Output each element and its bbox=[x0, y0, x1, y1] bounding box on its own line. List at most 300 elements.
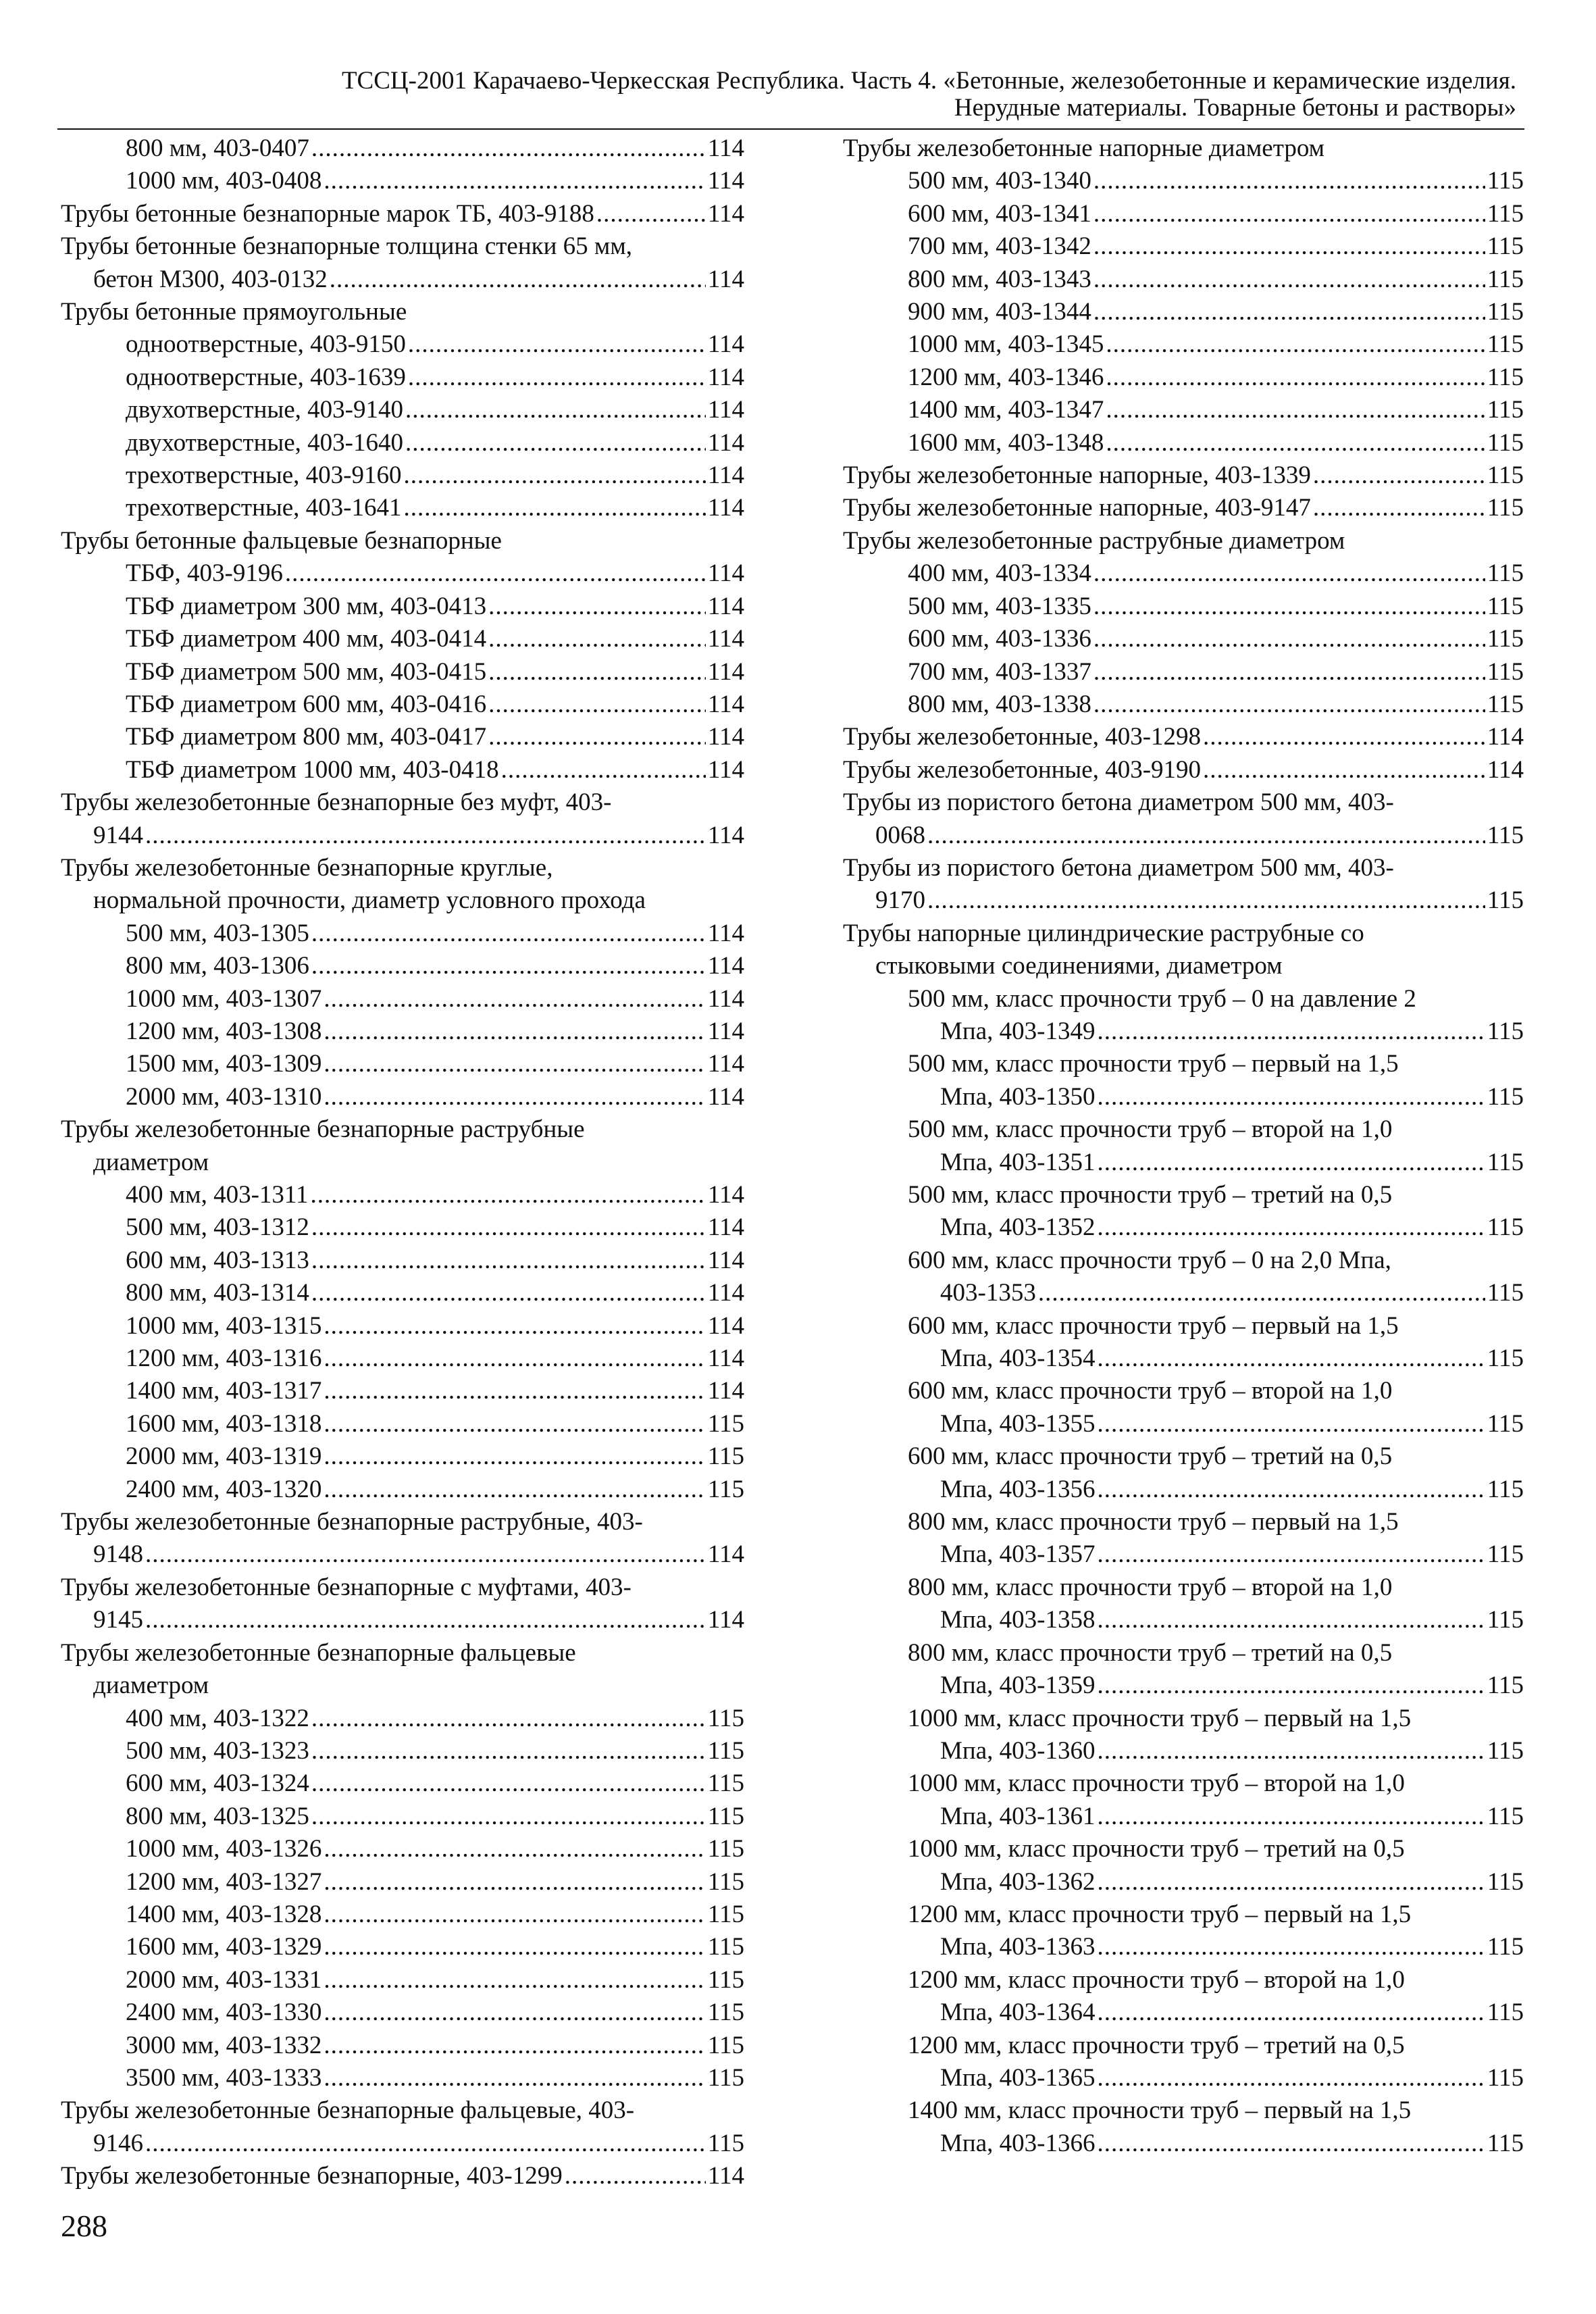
index-entry bbox=[61, 230, 744, 296]
index-entry-line bbox=[61, 2030, 744, 2062]
index-entry-line bbox=[843, 1342, 1524, 1375]
index-entry bbox=[61, 656, 744, 688]
index-entry-line bbox=[61, 1081, 744, 1113]
index-entry bbox=[843, 1898, 1524, 1964]
page-reference: 115 bbox=[1487, 494, 1524, 522]
page-reference: 114 bbox=[707, 428, 744, 457]
index-entry-line bbox=[61, 1179, 744, 1211]
index-entry-line bbox=[843, 656, 1524, 688]
index-entry-line bbox=[61, 165, 744, 197]
entry-text: 400 мм, 403-1322 bbox=[126, 1704, 309, 1732]
index-entry bbox=[61, 427, 744, 459]
dot-leader bbox=[1106, 427, 1485, 459]
entry-text: 1500 мм, 403-1309 bbox=[126, 1050, 322, 1078]
entry-text: Трубы железобетонные безнапорные без муфт, 403- bbox=[61, 788, 612, 817]
index-entry-line bbox=[61, 1996, 744, 2029]
dot-leader bbox=[1097, 2128, 1485, 2160]
entry-text: Трубы напорные цилиндрические раструбные со bbox=[843, 919, 1364, 947]
index-entry bbox=[843, 1113, 1524, 1179]
index-entry-line bbox=[61, 2160, 744, 2192]
page-reference: 115 bbox=[1487, 592, 1524, 620]
entry-text: ТБФ диаметром 800 мм, 403-0417 bbox=[126, 723, 487, 751]
index-entry-line bbox=[843, 263, 1524, 296]
dot-leader bbox=[330, 263, 706, 296]
page-reference: 114 bbox=[1487, 755, 1524, 784]
entry-text: 1400 мм, класс прочности труб – первый на 1,5 bbox=[908, 2096, 1412, 2125]
index-entry-line bbox=[843, 1931, 1524, 1963]
index-entry-line bbox=[61, 1898, 744, 1931]
page-reference: 115 bbox=[1487, 1082, 1524, 1111]
entry-text: Мпа, 403-1366 bbox=[940, 2129, 1096, 2157]
dot-leader bbox=[285, 557, 706, 590]
entry-text: Мпа, 403-1363 bbox=[940, 1933, 1096, 1961]
index-entry-line bbox=[843, 1604, 1524, 1636]
index-entry-line bbox=[61, 754, 744, 786]
page-reference: 114 bbox=[707, 952, 744, 980]
page-reference: 114 bbox=[707, 1344, 744, 1373]
dot-leader bbox=[324, 1474, 705, 1506]
index-entry-line bbox=[61, 492, 744, 524]
index-entry bbox=[61, 1474, 744, 1506]
index-entry bbox=[843, 2094, 1524, 2160]
dot-leader bbox=[596, 198, 706, 230]
page-reference: 115 bbox=[1487, 559, 1524, 588]
entry-text: 500 мм, класс прочности труб – третий на 0,5 bbox=[908, 1181, 1393, 1209]
index-entry-line bbox=[843, 1474, 1524, 1506]
index-entry bbox=[843, 983, 1524, 1049]
entry-text: 500 мм, 403-1340 bbox=[908, 167, 1091, 195]
entry-text: 9144 bbox=[93, 821, 143, 849]
dot-leader bbox=[1097, 1801, 1485, 1833]
entry-text: 600 мм, класс прочности труб – третий на 0,5 bbox=[908, 1442, 1393, 1471]
running-header bbox=[57, 68, 1516, 122]
entry-text: диаметром bbox=[93, 1148, 209, 1176]
page-reference: 115 bbox=[1487, 1867, 1524, 1896]
entry-text: 800 мм, 403-1306 bbox=[126, 952, 309, 980]
index-entry-line bbox=[843, 394, 1524, 426]
index-entry bbox=[843, 1571, 1524, 1637]
dot-leader bbox=[405, 427, 706, 459]
index-entry bbox=[61, 1310, 744, 1342]
index-column-left bbox=[61, 132, 744, 2193]
page-reference: 114 bbox=[707, 134, 744, 162]
index-entry bbox=[61, 1244, 744, 1277]
index-entry-line bbox=[61, 1767, 744, 1800]
index-entry-line bbox=[843, 1996, 1524, 2029]
dot-leader bbox=[927, 820, 1485, 852]
dot-leader bbox=[1097, 1342, 1485, 1375]
page-reference: 114 bbox=[707, 723, 744, 751]
index-entry bbox=[843, 1833, 1524, 1898]
index-entry-line bbox=[61, 1244, 744, 1277]
index-entry bbox=[843, 656, 1524, 688]
dot-leader bbox=[1093, 590, 1485, 623]
index-entry-line bbox=[61, 1604, 744, 1636]
index-entry bbox=[843, 852, 1524, 917]
dot-leader bbox=[1093, 230, 1485, 263]
page-reference: 115 bbox=[1487, 886, 1524, 915]
page-reference: 114 bbox=[707, 1540, 744, 1569]
index-entry-line bbox=[61, 1931, 744, 1963]
index-entry-line bbox=[61, 1735, 744, 1767]
index-entry-line bbox=[843, 820, 1524, 852]
page-reference: 115 bbox=[707, 1867, 744, 1896]
page-reference: 115 bbox=[1487, 1998, 1524, 2027]
entry-text: Мпа, 403-1359 bbox=[940, 1671, 1096, 1700]
entry-text: 1600 мм, 403-1329 bbox=[126, 1933, 322, 1961]
index-entry-line bbox=[61, 1408, 744, 1440]
entry-text: Мпа, 403-1354 bbox=[940, 1344, 1096, 1373]
index-entry bbox=[61, 1179, 744, 1211]
entry-text: 2000 мм, 403-1331 bbox=[126, 1965, 322, 1994]
entry-text: бетон М300, 403-0132 bbox=[93, 265, 328, 293]
index-entry-line bbox=[61, 721, 744, 753]
entry-text: 800 мм, 403-1325 bbox=[126, 1802, 309, 1830]
dot-leader bbox=[927, 884, 1485, 917]
index-entry-line bbox=[843, 1408, 1524, 1440]
dot-leader bbox=[1097, 1474, 1485, 1506]
entry-text: Мпа, 403-1361 bbox=[940, 1802, 1096, 1830]
page-reference: 114 bbox=[707, 199, 744, 228]
index-entry bbox=[61, 296, 744, 328]
dot-leader bbox=[311, 1735, 706, 1767]
index-entry bbox=[843, 2030, 1524, 2095]
entry-text: трехотверстные, 403-9160 bbox=[126, 461, 402, 490]
dot-leader bbox=[405, 394, 706, 426]
index-entry-line bbox=[843, 459, 1524, 492]
index-entry bbox=[843, 198, 1524, 230]
page-reference: 114 bbox=[707, 821, 744, 849]
header-rule bbox=[57, 128, 1524, 130]
index-entry bbox=[843, 1506, 1524, 1571]
index-entry bbox=[61, 1277, 744, 1309]
entry-text: 800 мм, 403-1314 bbox=[126, 1279, 309, 1307]
index-entry-line bbox=[61, 1277, 744, 1309]
dot-leader bbox=[311, 1703, 706, 1735]
index-entry-line bbox=[61, 1342, 744, 1375]
entry-text: 500 мм, 403-1312 bbox=[126, 1213, 309, 1242]
index-entry-line bbox=[843, 1866, 1524, 1898]
entry-text: 1400 мм, 403-1328 bbox=[126, 1900, 322, 1928]
dot-leader bbox=[1097, 1211, 1485, 1244]
dot-leader bbox=[488, 688, 706, 721]
entry-text: 500 мм, класс прочности труб – второй на 1,0 bbox=[908, 1115, 1393, 1144]
page-reference: 114 bbox=[707, 1279, 744, 1307]
page-reference: 115 bbox=[1487, 690, 1524, 718]
index-entry bbox=[843, 688, 1524, 721]
index-entry-line bbox=[61, 459, 744, 492]
dot-leader bbox=[145, 1538, 706, 1571]
index-entry bbox=[843, 1440, 1524, 1506]
dot-leader bbox=[324, 1375, 705, 1407]
page-reference: 114 bbox=[707, 1181, 744, 1209]
page-reference: 114 bbox=[707, 1082, 744, 1111]
entry-text: 1200 мм, 403-1316 bbox=[126, 1344, 322, 1373]
dot-leader bbox=[311, 917, 706, 950]
entry-text: Мпа, 403-1352 bbox=[940, 1213, 1096, 1242]
index-entry bbox=[61, 459, 744, 492]
page-reference: 114 bbox=[707, 494, 744, 522]
index-entry-line bbox=[61, 1375, 744, 1407]
index-entry bbox=[61, 950, 744, 982]
entry-text: 1200 мм, класс прочности труб – третий на 0,5 bbox=[908, 2031, 1405, 2059]
index-entry-line bbox=[843, 1669, 1524, 1702]
index-entry bbox=[843, 525, 1524, 557]
index-entry bbox=[61, 1211, 744, 1244]
entry-text: диаметром bbox=[93, 1671, 209, 1700]
dot-leader bbox=[1313, 459, 1485, 492]
index-entry bbox=[61, 1015, 744, 1048]
dot-leader bbox=[324, 1898, 705, 1931]
index-entry bbox=[843, 296, 1524, 328]
entry-text: Мпа, 403-1356 bbox=[940, 1475, 1096, 1503]
entry-text: 800 мм, класс прочности труб – первый на 1,5 bbox=[908, 1508, 1399, 1536]
index-entry bbox=[61, 1408, 744, 1440]
entry-text: 600 мм, класс прочности труб – 0 на 2,0 Мпа, bbox=[908, 1246, 1391, 1274]
dot-leader bbox=[324, 1310, 705, 1342]
index-entry-line bbox=[61, 1015, 744, 1048]
entry-text: Мпа, 403-1351 bbox=[940, 1148, 1096, 1176]
entry-text: 1400 мм, 403-1347 bbox=[908, 396, 1104, 424]
index-entry-line bbox=[61, 1474, 744, 1506]
entry-text: 500 мм, 403-1335 bbox=[908, 592, 1091, 620]
index-entry bbox=[61, 1833, 744, 1865]
index-entry-line bbox=[61, 1310, 744, 1342]
index-entry-line bbox=[61, 361, 744, 394]
index-entry-line bbox=[61, 427, 744, 459]
entry-text: 600 мм, 403-1324 bbox=[126, 1769, 309, 1798]
index-entry-line bbox=[61, 590, 744, 623]
page-reference: 114 bbox=[707, 1017, 744, 1045]
dot-leader bbox=[311, 1767, 706, 1800]
entry-text: 1000 мм, класс прочности труб – второй на 1,0 bbox=[908, 1769, 1405, 1798]
entry-text: 1000 мм, 403-0408 bbox=[126, 167, 322, 195]
entry-text: 500 мм, 403-1305 bbox=[126, 919, 309, 947]
entry-text: 0068 bbox=[875, 821, 925, 849]
index-entry bbox=[61, 917, 744, 950]
dot-leader bbox=[1203, 721, 1485, 753]
index-entry-line bbox=[843, 230, 1524, 263]
dot-leader bbox=[324, 2062, 705, 2094]
entry-text: Мпа, 403-1350 bbox=[940, 1082, 1096, 1111]
page-reference: 114 bbox=[707, 1246, 744, 1274]
dot-leader bbox=[1093, 623, 1485, 655]
entry-text: Трубы железобетонные напорные, 403-1339 bbox=[843, 461, 1311, 490]
index-entry bbox=[61, 525, 744, 557]
index-entry bbox=[61, 2094, 744, 2160]
index-entry-line bbox=[61, 688, 744, 721]
entry-text: Трубы бетонные прямоугольные bbox=[61, 298, 407, 326]
dot-leader bbox=[311, 1244, 706, 1277]
dot-leader bbox=[501, 754, 706, 786]
entry-text: Трубы бетонные безнапорные марок ТБ, 403-9188 bbox=[61, 199, 594, 228]
entry-text: 400 мм, 403-1311 bbox=[126, 1181, 309, 1209]
index-entry-line bbox=[843, 427, 1524, 459]
entry-text: Трубы железобетонные безнапорные раструбные, 403- bbox=[61, 1508, 643, 1536]
page-reference: 114 bbox=[707, 167, 744, 195]
index-entry bbox=[843, 557, 1524, 590]
index-entry-line bbox=[843, 1277, 1524, 1309]
entry-text: Мпа, 403-1365 bbox=[940, 2063, 1096, 2092]
index-entry-line bbox=[843, 754, 1524, 786]
entry-text: 800 мм, 403-1343 bbox=[908, 265, 1091, 293]
page-reference: 114 bbox=[707, 755, 744, 784]
index-entry bbox=[61, 198, 744, 230]
entry-text: 600 мм, 403-1313 bbox=[126, 1246, 309, 1274]
entry-text: 700 мм, 403-1342 bbox=[908, 232, 1091, 261]
page-reference: 115 bbox=[1487, 330, 1524, 359]
entry-text: ТБФ диаметром 400 мм, 403-0414 bbox=[126, 625, 487, 653]
index-entry bbox=[843, 459, 1524, 492]
entry-text: Трубы бетонные фальцевые безнапорные bbox=[61, 526, 502, 555]
dot-leader bbox=[1097, 1147, 1485, 1179]
entry-text: 1200 мм, класс прочности труб – второй на 1,0 bbox=[908, 1965, 1405, 1994]
dot-leader bbox=[1097, 1866, 1485, 1898]
index-entry bbox=[61, 1866, 744, 1898]
index-entry-line bbox=[843, 165, 1524, 197]
index-entry bbox=[843, 263, 1524, 296]
index-entry-line bbox=[843, 1735, 1524, 1767]
entry-text: 500 мм, класс прочности труб – первый на 1,5 bbox=[908, 1050, 1399, 1078]
page-reference: 115 bbox=[1487, 657, 1524, 686]
page-reference: 115 bbox=[1487, 1736, 1524, 1765]
index-entry bbox=[61, 1440, 744, 1473]
dot-leader bbox=[324, 165, 705, 197]
page-reference: 114 bbox=[707, 363, 744, 391]
dot-leader bbox=[1313, 492, 1485, 524]
index-entry bbox=[61, 1375, 744, 1407]
page-reference: 115 bbox=[707, 1769, 744, 1798]
index-entry bbox=[61, 1571, 744, 1637]
entry-text: 9148 bbox=[93, 1540, 143, 1569]
entry-text: 1000 мм, 403-1345 bbox=[908, 330, 1104, 359]
entry-text: 600 мм, класс прочности труб – первый на 1,5 bbox=[908, 1311, 1399, 1340]
page-reference: 115 bbox=[707, 1409, 744, 1438]
entry-text: нормальной прочности, диаметр условного прохода bbox=[93, 886, 646, 915]
entry-text: 600 мм, класс прочности труб – второй на 1,0 bbox=[908, 1377, 1393, 1405]
dot-leader bbox=[1097, 1015, 1485, 1048]
entry-text: стыковыми соединениями, диаметром bbox=[875, 952, 1283, 980]
page-reference: 115 bbox=[1487, 1148, 1524, 1176]
dot-leader bbox=[408, 361, 706, 394]
index-column-right bbox=[843, 132, 1524, 2160]
index-entry bbox=[61, 132, 744, 165]
dot-leader bbox=[488, 623, 706, 655]
entry-text: 1000 мм, 403-1315 bbox=[126, 1311, 322, 1340]
index-entry-line bbox=[61, 1440, 744, 1473]
index-entry bbox=[843, 1767, 1524, 1833]
entry-text: 1600 мм, 403-1318 bbox=[126, 1409, 322, 1438]
dot-leader bbox=[1097, 2062, 1485, 2094]
dot-leader bbox=[1093, 263, 1485, 296]
page-reference: 114 bbox=[1487, 723, 1524, 751]
index-entry-line bbox=[61, 263, 744, 296]
index-entry-line bbox=[843, 688, 1524, 721]
index-entry bbox=[61, 2030, 744, 2062]
entry-text: ТБФ диаметром 600 мм, 403-0416 bbox=[126, 690, 487, 718]
dot-leader bbox=[324, 1048, 705, 1080]
entry-text: 3000 мм, 403-1332 bbox=[126, 2031, 322, 2059]
page-reference: 115 bbox=[1487, 821, 1524, 849]
page-reference: 115 bbox=[1487, 461, 1524, 490]
page-reference: 114 bbox=[707, 984, 744, 1013]
entry-text: Трубы железобетонные безнапорные раструбные bbox=[61, 1115, 585, 1144]
index-entry-line bbox=[61, 623, 744, 655]
dot-leader bbox=[488, 656, 706, 688]
entry-text: 403-1353 bbox=[940, 1279, 1036, 1307]
entry-text: 800 мм, 403-0407 bbox=[126, 134, 309, 162]
index-entry bbox=[61, 1506, 744, 1571]
index-entry bbox=[61, 1637, 744, 1703]
index-entry-line bbox=[843, 296, 1524, 328]
page-reference: 115 bbox=[1487, 1409, 1524, 1438]
entry-text: Мпа, 403-1358 bbox=[940, 1606, 1096, 1634]
index-entry bbox=[61, 1801, 744, 1833]
entry-text: 800 мм, 403-1338 bbox=[908, 690, 1091, 718]
dot-leader bbox=[311, 950, 706, 982]
index-entry-line bbox=[843, 492, 1524, 524]
page-reference: 115 bbox=[1487, 1606, 1524, 1634]
index-entry bbox=[843, 590, 1524, 623]
dot-leader bbox=[324, 1866, 705, 1898]
dot-leader bbox=[1203, 754, 1485, 786]
page-reference: 115 bbox=[1487, 167, 1524, 195]
dot-leader bbox=[1106, 394, 1485, 426]
entry-text: Трубы железобетонные безнапорные, 403-1299 bbox=[61, 2162, 563, 2190]
page-reference: 115 bbox=[707, 1736, 744, 1765]
dot-leader bbox=[1106, 328, 1485, 361]
index-entry-line bbox=[843, 557, 1524, 590]
entry-text: Трубы железобетонные напорные, 403-9147 bbox=[843, 494, 1311, 522]
index-entry bbox=[843, 165, 1524, 197]
entry-text: ТБФ диаметром 1000 мм, 403-0418 bbox=[126, 755, 499, 784]
entry-text: 400 мм, 403-1334 bbox=[908, 559, 1091, 588]
page-reference: 114 bbox=[707, 2162, 744, 2190]
index-entry-line bbox=[61, 950, 744, 982]
index-entry-line bbox=[843, 1081, 1524, 1113]
page-reference: 115 bbox=[1487, 625, 1524, 653]
index-entry bbox=[61, 786, 744, 852]
dot-leader bbox=[1093, 198, 1485, 230]
entry-text: 1200 мм, 403-1327 bbox=[126, 1867, 322, 1896]
entry-text: 1200 мм, 403-1308 bbox=[126, 1017, 322, 1045]
dot-leader bbox=[311, 1801, 706, 1833]
index-entry-line bbox=[61, 1211, 744, 1244]
dot-leader bbox=[324, 1964, 705, 1996]
dot-leader bbox=[404, 492, 706, 524]
page-reference: 114 bbox=[707, 265, 744, 293]
page-reference: 114 bbox=[707, 461, 744, 490]
page-reference: 115 bbox=[707, 1802, 744, 1830]
page-reference: 115 bbox=[707, 1475, 744, 1503]
index-entry bbox=[843, 328, 1524, 361]
index-entry bbox=[61, 590, 744, 623]
entry-text: 500 мм, класс прочности труб – 0 на давление 2 bbox=[908, 984, 1416, 1013]
index-entry bbox=[61, 2062, 744, 2094]
entry-text: 1400 мм, 403-1317 bbox=[126, 1377, 322, 1405]
index-entry-line bbox=[843, 2128, 1524, 2160]
entry-text: 9145 bbox=[93, 1606, 143, 1634]
page-reference: 115 bbox=[707, 1900, 744, 1928]
entry-text: Трубы из пористого бетона диаметром 500 мм, 403- bbox=[843, 853, 1394, 882]
dot-leader bbox=[145, 820, 706, 852]
dot-leader bbox=[1093, 557, 1485, 590]
index-entry bbox=[61, 1898, 744, 1931]
page-reference: 115 bbox=[707, 1704, 744, 1732]
entry-text: 2000 мм, 403-1319 bbox=[126, 1442, 322, 1471]
page-reference: 115 bbox=[707, 1835, 744, 1863]
page-reference: 115 bbox=[1487, 363, 1524, 391]
